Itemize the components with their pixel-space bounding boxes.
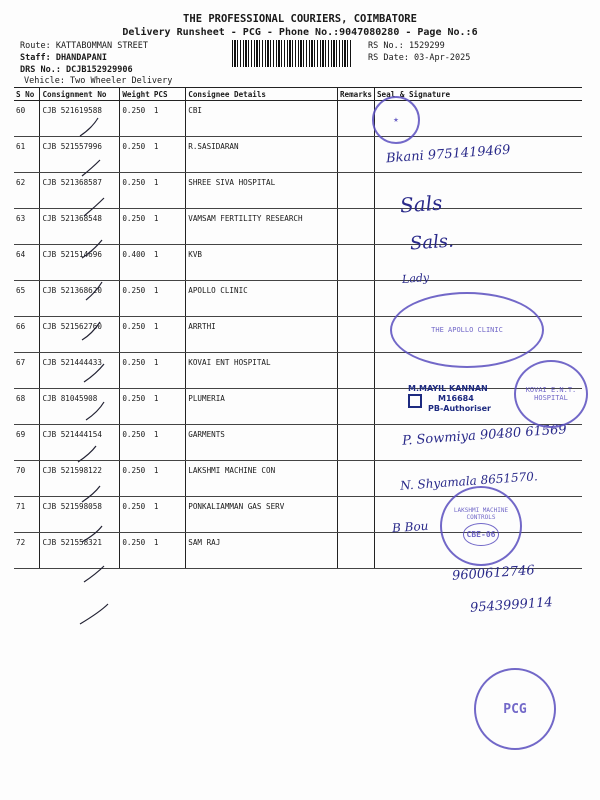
tick-mark bbox=[82, 486, 100, 502]
cell-pcs: 1 bbox=[152, 173, 186, 209]
cell-sno: 61 bbox=[14, 137, 40, 173]
cell-consignment: CJB 521598122 bbox=[40, 461, 120, 497]
cell-weight: 0.250 bbox=[120, 281, 152, 317]
cell-weight: 0.250 bbox=[120, 317, 152, 353]
signature-64: Lady bbox=[401, 271, 430, 286]
cell-sno: 60 bbox=[14, 101, 40, 137]
cell-pcs: 1 bbox=[152, 533, 186, 569]
cell-consignment: CJB 521598058 bbox=[40, 497, 120, 533]
col-sno: S No bbox=[14, 88, 40, 101]
cell-weight: 0.250 bbox=[120, 353, 152, 389]
tick-mark bbox=[86, 282, 102, 300]
tick-mark bbox=[82, 240, 102, 258]
tick-mark bbox=[86, 402, 104, 420]
cell-consignee: PLUMERIA bbox=[186, 389, 338, 425]
tick-mark bbox=[78, 446, 96, 462]
cell-consignment: CJB 521558321 bbox=[40, 533, 120, 569]
drs-info: DRS No.: DCJB152929906 bbox=[20, 65, 133, 75]
tick-mark bbox=[84, 566, 104, 582]
cell-consignee: KVB bbox=[186, 245, 338, 281]
cell-pcs: 1 bbox=[152, 497, 186, 533]
cell-consignee: SAM RAJ bbox=[186, 533, 338, 569]
tick-mark bbox=[82, 322, 100, 340]
staff-info: Staff: DHANDAPANI bbox=[20, 53, 107, 63]
col-seal-signature: Seal & Signature bbox=[374, 88, 582, 101]
tick-mark bbox=[84, 198, 104, 216]
mayil-name: M.MAYIL KANNAN bbox=[408, 384, 488, 393]
col-consignment: Consignment No bbox=[40, 88, 120, 101]
cell-consignment: CJB 521514696 bbox=[40, 245, 120, 281]
cell-sno: 68 bbox=[14, 389, 40, 425]
cell-sno: 63 bbox=[14, 209, 40, 245]
cell-consignment: CJB 521368587 bbox=[40, 173, 120, 209]
tick-mark bbox=[80, 118, 98, 136]
cell-weight: 0.250 bbox=[120, 389, 152, 425]
cell-consignee: CBI bbox=[186, 101, 338, 137]
tick-mark bbox=[80, 604, 108, 624]
col-consignee: Consignee Details bbox=[186, 88, 338, 101]
cell-consignment: CJB 521444154 bbox=[40, 425, 120, 461]
cell-consignee: R.SASIDARAN bbox=[186, 137, 338, 173]
cell-weight: 0.400 bbox=[120, 245, 152, 281]
cell-pcs: 1 bbox=[152, 389, 186, 425]
cell-pcs: 1 bbox=[152, 245, 186, 281]
document-subtitle: Delivery Runsheet - PCG - Phone No.:9047080280 - Page No.:6 bbox=[122, 27, 478, 38]
cell-weight: 0.250 bbox=[120, 461, 152, 497]
cell-consignment: CJB 521368548 bbox=[40, 209, 120, 245]
bank-logo-icon bbox=[408, 394, 422, 408]
cell-sno: 72 bbox=[14, 533, 40, 569]
pcg-stamp: PCG bbox=[474, 668, 556, 750]
col-pcs: PCS bbox=[152, 88, 186, 101]
cell-weight: 0.250 bbox=[120, 533, 152, 569]
cell-pcs: 1 bbox=[152, 425, 186, 461]
document-title: THE PROFESSIONAL COURIERS, COIMBATORE bbox=[183, 13, 417, 25]
cell-consignee: APOLLO CLINIC bbox=[186, 281, 338, 317]
apollo-clinic-stamp: THE APOLLO CLINIC bbox=[390, 292, 544, 368]
mayil-role: PB-Authoriser bbox=[428, 404, 492, 413]
lakshmi-stamp-text: LAKSHMI MACHINE CONTROLS bbox=[453, 506, 509, 521]
cell-consignee: ARRTHI bbox=[186, 317, 338, 353]
lakshmi-stamp-code: CBE-06 bbox=[463, 523, 500, 546]
signature-70: B Bou bbox=[391, 518, 429, 536]
rs-date: RS Date: 03-Apr-2025 bbox=[368, 53, 471, 63]
signature-69: N. Shyamala 8651570. bbox=[399, 469, 539, 493]
cell-sno: 69 bbox=[14, 425, 40, 461]
cell-consignment: CJB 521557996 bbox=[40, 137, 120, 173]
cell-pcs: 1 bbox=[152, 281, 186, 317]
cell-consignment: CJB 521562760 bbox=[40, 317, 120, 353]
col-weight: Weight bbox=[120, 88, 152, 101]
cell-sno: 62 bbox=[14, 173, 40, 209]
cell-consignment: CJB 521619588 bbox=[40, 101, 120, 137]
cell-pcs: 1 bbox=[152, 209, 186, 245]
cell-consignee: LAKSHMI MACHINE CON bbox=[186, 461, 338, 497]
cell-consignment: CJB 521444433 bbox=[40, 353, 120, 389]
cbi-seal: ★ bbox=[372, 96, 420, 144]
lakshmi-machine-stamp bbox=[440, 486, 522, 566]
cell-consignment: CJB 521368620 bbox=[40, 281, 120, 317]
cell-pcs: 1 bbox=[152, 317, 186, 353]
cell-weight: 0.250 bbox=[120, 173, 152, 209]
cell-weight: 0.250 bbox=[120, 425, 152, 461]
signature-68: P. Sowmiya 90480 61569 bbox=[401, 422, 568, 449]
cell-pcs: 1 bbox=[152, 353, 186, 389]
cell-weight: 0.250 bbox=[120, 101, 152, 137]
cell-consignee: KOVAI ENT HOSPITAL bbox=[186, 353, 338, 389]
signature-62: Sals bbox=[399, 190, 444, 218]
cell-sno: 64 bbox=[14, 245, 40, 281]
tick-mark bbox=[82, 160, 100, 176]
cell-sno: 66 bbox=[14, 317, 40, 353]
cell-sno: 65 bbox=[14, 281, 40, 317]
cell-weight: 0.250 bbox=[120, 209, 152, 245]
route-info: Route: KATTABOMMAN STREET bbox=[20, 41, 148, 51]
signature-71: 9600612746 bbox=[451, 563, 536, 584]
cell-pcs: 1 bbox=[152, 461, 186, 497]
signature-61: Bkani 9751419469 bbox=[385, 142, 511, 167]
cell-consignee: PONKALIAMMAN GAS SERV bbox=[186, 497, 338, 533]
kovai-ent-stamp: KOVAI E.N.T. HOSPITAL bbox=[514, 360, 588, 428]
cell-consignment: CJB 81045908 bbox=[40, 389, 120, 425]
mayil-id: M16684 bbox=[438, 394, 474, 403]
signature-72: 9543999114 bbox=[469, 595, 554, 616]
cell-sno: 70 bbox=[14, 461, 40, 497]
cell-weight: 0.250 bbox=[120, 497, 152, 533]
cell-consignee: SHREE SIVA HOSPITAL bbox=[186, 173, 338, 209]
vehicle-info: Vehicle: Two Wheeler Delivery bbox=[24, 76, 173, 86]
cell-pcs: 1 bbox=[152, 101, 186, 137]
cell-pcs: 1 bbox=[152, 137, 186, 173]
col-remarks: Remarks bbox=[337, 88, 374, 101]
cell-consignee: VAMSAM FERTILITY RESEARCH bbox=[186, 209, 338, 245]
tick-mark bbox=[84, 364, 104, 382]
rs-number: RS No.: 1529299 bbox=[368, 41, 445, 51]
cell-sno: 67 bbox=[14, 353, 40, 389]
signature-63: Sals. bbox=[409, 230, 455, 255]
cell-weight: 0.250 bbox=[120, 137, 152, 173]
cell-sno: 71 bbox=[14, 497, 40, 533]
cell-consignee: GARMENTS bbox=[186, 425, 338, 461]
tick-mark bbox=[82, 526, 102, 542]
